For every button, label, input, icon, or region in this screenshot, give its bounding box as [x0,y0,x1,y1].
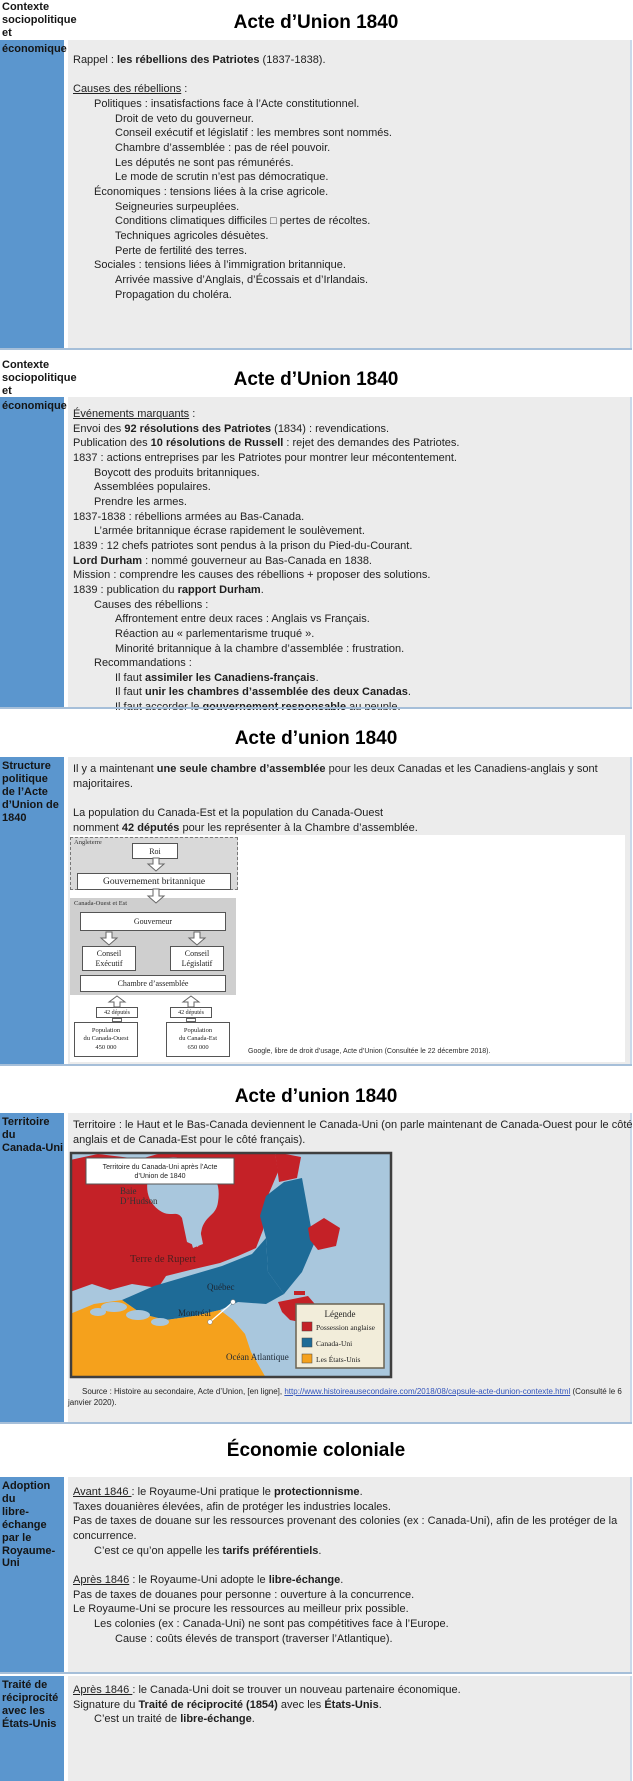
text-segment: protectionnisme [273,1486,360,1498]
row-label: Territoire du Canada-Uni [0,1113,64,1422]
text-line [68,1602,630,1617]
orgchart-image [70,837,242,1057]
section-content [68,1676,632,1781]
text-segment: Il y a maintenant [73,763,157,775]
flow-arrow-down-icon [147,858,165,872]
page-title: Acte d’Union 1840 [233,12,399,33]
row-label: économique [0,397,64,707]
ocean-atlantique-label: Océan Atlantique [226,1352,289,1362]
text-segment: Causes des rébellions [73,83,182,96]
text-segment: Après 1846 [73,1684,133,1696]
text-line [68,1544,630,1559]
text-segment: Traité de réciprocité (1854) [138,1698,278,1711]
text-segment: La population du Canada-Est et la population du Canada-Ouest [73,806,384,819]
conseil-legislatif-box: Conseil Législatif [170,946,224,971]
text-segment: 1837 : actions entreprises par les Patriotes pour montrer leur mécontentement. [73,451,457,464]
section-territoire [0,1066,632,1424]
population-est-box: Population du Canada-Est 650 000 [166,1022,230,1057]
text-line [68,568,630,583]
text-line [68,642,630,657]
text-segment: Il faut [115,686,145,699]
deputes-est-box: 42 députés [170,1007,212,1018]
text-segment: Recommandations : [94,657,192,670]
text-line [68,200,630,215]
text-segment: . [407,686,411,699]
text-line [68,1529,630,1544]
page-title: Acte d’union 1840 [234,1085,398,1107]
text-line [68,656,630,671]
text-line [68,1632,630,1647]
flow-arrow-up-icon [182,996,200,1008]
text-segment: Assemblées populaires. [94,481,211,494]
text-segment: pour les représenter à la Chambre d’assemblée. [179,821,418,834]
text-segment: 1839 : 12 chefs patriotes sont pendus à la prison du Pied-du-Courant. [73,539,413,552]
legend-title: Légende [324,1309,356,1319]
map-caption-suffix: (Consulté le 6 janvier 2020). [68,1387,622,1407]
text-segment: Propagation du choléra. [115,288,232,301]
text-segment: pour les deux Canadas et les Canadiens-anglais y sont [325,763,598,775]
text-line [68,1573,630,1588]
canada-region-label: Canada-Ouest et Est [74,900,128,907]
map-caption [68,1386,626,1408]
text-line [68,539,630,554]
row-label: économique [0,40,64,348]
text-segment: 92 résolutions des Patriotes [124,422,272,435]
text-segment: Causes des rébellions : [94,598,209,611]
text-segment: Territoire : le Haut et le Bas-Canada deviennent le Canada-Uni (on parle maintenant de Canada-Ouest pour le côté [73,1119,633,1131]
text-line [68,126,630,141]
quebec-label: Québec [207,1282,235,1292]
text-line [68,524,630,539]
text-segment: Perte de fertilité des terres. [115,244,248,257]
text-segment: unir les chambres d’assemblée des deux Canadas [144,686,408,699]
text-segment: les rébellions des Patriotes [117,54,260,66]
text-segment: Événements marquants [73,408,190,420]
text-line [68,685,630,700]
text-line [68,68,630,83]
section-contexte-2 [0,355,632,709]
page-title: Acte d’union 1840 [234,727,398,749]
text-line [68,422,630,437]
text-segment: rapport Durham [177,583,261,596]
text-line [68,821,630,836]
text-segment: États-Unis [324,1698,379,1711]
section-body [0,1676,632,1781]
table-border [0,348,632,350]
text-line [68,141,630,156]
montreal-label: Montréal [178,1308,211,1318]
text-segment: Publication des [73,437,151,450]
text-segment: Réaction au « parlementarisme truqué ». [115,627,315,640]
text-line [68,480,630,495]
text-segment: Il faut [115,671,145,684]
page-title: Acte d’Union 1840 [233,369,399,390]
legend-label-canada-uni: Canada-Uni [316,1339,353,1348]
text-segment: Le Royaume-Uni se procure les ressources au meilleur prix possible. [73,1603,409,1616]
text-line [68,1118,633,1133]
gouvernement-britannique-box: Gouvernement britannique [77,873,231,890]
section-content [68,1477,632,1672]
text-segment: Sociales : tensions liées à l’immigration britannique. [94,259,346,272]
orgchart-caption: Google, libre de droit d’usage, Acte d’Union (Consultée le 22 décembre 2018). [248,1048,491,1055]
text-segment: Mission : comprendre les causes des rébellions + proposer des solutions. [73,569,431,582]
text-line [68,466,630,481]
legend-swatch-possession-anglaise [302,1322,312,1331]
text-segment: Le mode de scrutin n’est pas démocratique. [115,171,329,184]
chambre-assemblee-box: Chambre d’assemblée [80,975,226,992]
text-segment: C’est un traité de [94,1713,181,1726]
section-economie [0,1425,632,1674]
flow-arrow-down-icon [100,932,118,946]
text-line [68,777,630,792]
text-line [68,214,630,229]
text-line [68,806,630,821]
text-segment: (1834) : revendications. [271,422,390,435]
map-image [70,1152,392,1383]
text-line [68,156,630,171]
text-segment: Conditions climatiques difficiles □ pertes de récoltes. [115,215,371,228]
text-line [68,554,630,569]
text-segment: : [181,83,188,96]
text-segment: : le Royaume-Uni pratique le [131,1486,274,1498]
text-segment: Minorité britannique à la chambre d’assemblée : frustration. [115,642,405,655]
text-segment: Boycott des produits britanniques. [94,466,260,479]
text-line [68,288,630,303]
text-segment: anglais et de Canada-Est pour le côté français). [73,1133,306,1146]
text-segment: tarifs préférentiels [222,1544,319,1557]
roi-box: Roi [132,843,178,859]
text-line [68,1500,630,1515]
section-body [0,397,632,707]
england-region-label: Angleterre [74,839,102,846]
text-segment: Rappel : [73,54,118,66]
great-lake [126,1310,150,1320]
text-line [68,407,630,422]
text-line [68,791,630,806]
text-line [68,1133,630,1148]
text-line [68,762,630,777]
text-segment: : rejet des demandes des Patriotes. [283,437,460,450]
section-title-row [0,0,632,40]
text-line [68,185,630,200]
montreal-dot [208,1320,213,1325]
text-line [68,273,630,288]
legend-swatch-etats-unis [302,1354,312,1363]
gouverneur-box: Gouverneur [80,912,226,931]
text-line [68,510,630,525]
text-line [68,82,630,97]
baie-hudson-label: Baie [120,1186,137,1196]
map-title-line1: Territoire du Canada-Uni après l’Acte [102,1164,218,1171]
row-label-header: Contexte sociopolitique et [2,359,77,397]
flow-arrow-up-icon [108,996,126,1008]
section-body [0,40,632,348]
deputes-ouest-box: 42 députés [96,1007,138,1018]
text-segment: 42 députés [121,821,180,834]
text-segment: Les colonies (ex : Canada-Uni) ne sont pas compétitives face à l’Europe. [94,1617,449,1630]
text-segment: Arrivée massive d’Anglais, d’Écossais et d’Irlandais. [115,273,369,286]
row-label: Traité de réciprocité avec les États-Unis [0,1676,64,1781]
text-segment: L’armée britannique écrase rapidement le soulèvement. [94,525,365,538]
text-segment: nomment [73,821,122,834]
text-segment: concurrence. [73,1529,137,1542]
text-line [68,495,630,510]
text-line [68,451,630,466]
text-line [68,258,630,273]
population-ouest-box: Population du Canada-Ouest 450 000 [74,1022,138,1057]
text-segment: Pas de taxes de douanes pour personne : ouverture à la concurrence. [73,1588,415,1601]
text-segment: libre-échange [268,1573,341,1586]
text-segment: : le Canada-Uni doit se trouver un nouveau partenaire économique. [132,1684,461,1696]
text-segment: 10 résolutions de Russell [150,437,284,450]
text-segment: 1839 : publication du [73,583,178,596]
text-segment: assimiler les Canadiens-français [144,671,316,684]
text-line [68,112,630,127]
section-title-row [0,710,632,757]
text-segment: . [260,583,264,596]
section-content [68,40,632,348]
text-segment: Économiques : tensions liées à la crise agricole. [94,185,329,198]
map-title-box [86,1158,234,1184]
legend-label-possession-anglaise: Possession anglaise [316,1323,375,1332]
text-segment: 1837-1838 : rébellions armées au Bas-Canada. [73,510,305,523]
legend-label-etats-unis: Les États-Unis [316,1355,361,1364]
map-caption-link[interactable]: http://www.histoireausecondaire.com/2018/08/capsule-acte-dunion-contexte.html [284,1387,571,1396]
text-line [68,598,630,613]
text-line [68,53,630,68]
flow-arrow-down-icon [188,932,206,946]
section-title-row [0,1425,632,1477]
text-line [68,97,630,112]
map-title-line2: d’Union de 1840 [134,1173,186,1180]
text-segment: Droit de veto du gouverneur. [115,112,254,125]
text-line [68,244,630,259]
map-caption-prefix: Source : Histoire au secondaire, Acte d’Union, [en ligne], [82,1387,285,1396]
great-lake [151,1318,169,1326]
text-line [68,583,630,598]
text-line [68,671,630,686]
text-segment: libre-échange [180,1713,252,1726]
text-segment: (1837-1838). [259,54,326,66]
text-segment: . [251,1713,255,1726]
section-body [0,1477,632,1672]
row-label-header: Contexte sociopolitique et [2,1,77,39]
pei-island [294,1291,305,1295]
text-segment: Prendre les armes. [94,495,187,508]
text-segment: Envoi des [73,422,125,435]
section-contexte-1 [0,0,632,350]
text-segment: Les députés ne sont pas rémunérés. [115,156,294,169]
great-lake [90,1308,106,1316]
text-segment: Cause : coûts élevés de transport (traverser l’Atlantique). [115,1632,393,1645]
canada-uni-map [70,1152,392,1378]
section-traite-reciprocite [0,1676,632,1781]
text-line [68,1588,630,1603]
text-segment: Techniques agricoles désuètes. [115,229,269,242]
text-segment: . [359,1486,363,1498]
text-segment: Affrontement entre deux races : Anglais vs Français. [115,613,370,626]
text-segment: . [315,671,319,684]
flow-arrow-down-icon [147,889,165,904]
text-segment: : [189,408,196,420]
text-line [68,612,630,627]
page-title: Économie coloniale [226,1440,406,1461]
text-segment: une seule chambre d’assemblée [156,763,326,775]
text-segment: majoritaires. [73,777,133,790]
text-segment: Conseil exécutif et législatif : les membres sont nommés. [115,127,392,140]
section-title-row [0,1066,632,1113]
conseil-executif-box: Conseil Exécutif [82,946,136,971]
text-segment: C’est ce qu’on appelle les [94,1544,223,1557]
text-line [68,1712,630,1727]
text-segment: . [318,1544,322,1557]
text-segment: Pas de taxes de douane sur les ressources provenant des colonies (ex : Canada-Uni), afin de les protéger de la [73,1515,618,1528]
text-segment: : nommé gouverneur au Bas-Canada en 1838. [142,554,372,567]
text-segment: Lord Durham [73,554,143,567]
text-line [68,1683,630,1698]
text-line [68,1485,630,1500]
text-segment: Signature du [73,1698,139,1711]
section-title-row [0,355,632,397]
text-line [68,170,630,185]
row-label: Adoption du libre-échange par le Royaume-Uni [0,1477,64,1672]
section-structure-politique [0,710,632,1066]
text-segment: . [378,1698,382,1711]
text-segment: Après 1846 [73,1573,130,1586]
text-segment: avec les [277,1698,325,1711]
terre-rupert-label: Terre de Rupert [130,1254,196,1265]
quebec-dot [231,1300,236,1305]
text-segment: Chambre d’assemblée : pas de réel pouvoir. [115,141,331,154]
text-segment: . [340,1573,344,1586]
table-border [0,1672,632,1674]
text-line [68,1617,630,1632]
text-line [68,436,630,451]
row-label: Structure politique de l’Acte d’Union de 1840 [0,757,64,1064]
text-line [68,627,630,642]
text-line [68,1558,630,1573]
text-segment: : le Royaume-Uni adopte le [129,1573,269,1586]
text-segment: Taxes douanières élevées, afin de protéger les industries locales. [73,1500,391,1513]
table-border [0,1422,632,1424]
section-content [68,397,632,707]
text-segment: Avant 1846 [73,1486,132,1498]
baie-hudson-label2: D’Hudson [120,1196,158,1206]
text-line [68,1514,630,1529]
text-segment: Politiques : insatisfactions face à l’Acte constitutionnel. [94,97,360,110]
text-line [68,229,630,244]
text-segment: Seigneuries surpeuplées. [115,200,240,213]
table-border [0,707,632,709]
text-line [68,1698,630,1713]
legend-swatch-canada-uni [302,1338,312,1347]
